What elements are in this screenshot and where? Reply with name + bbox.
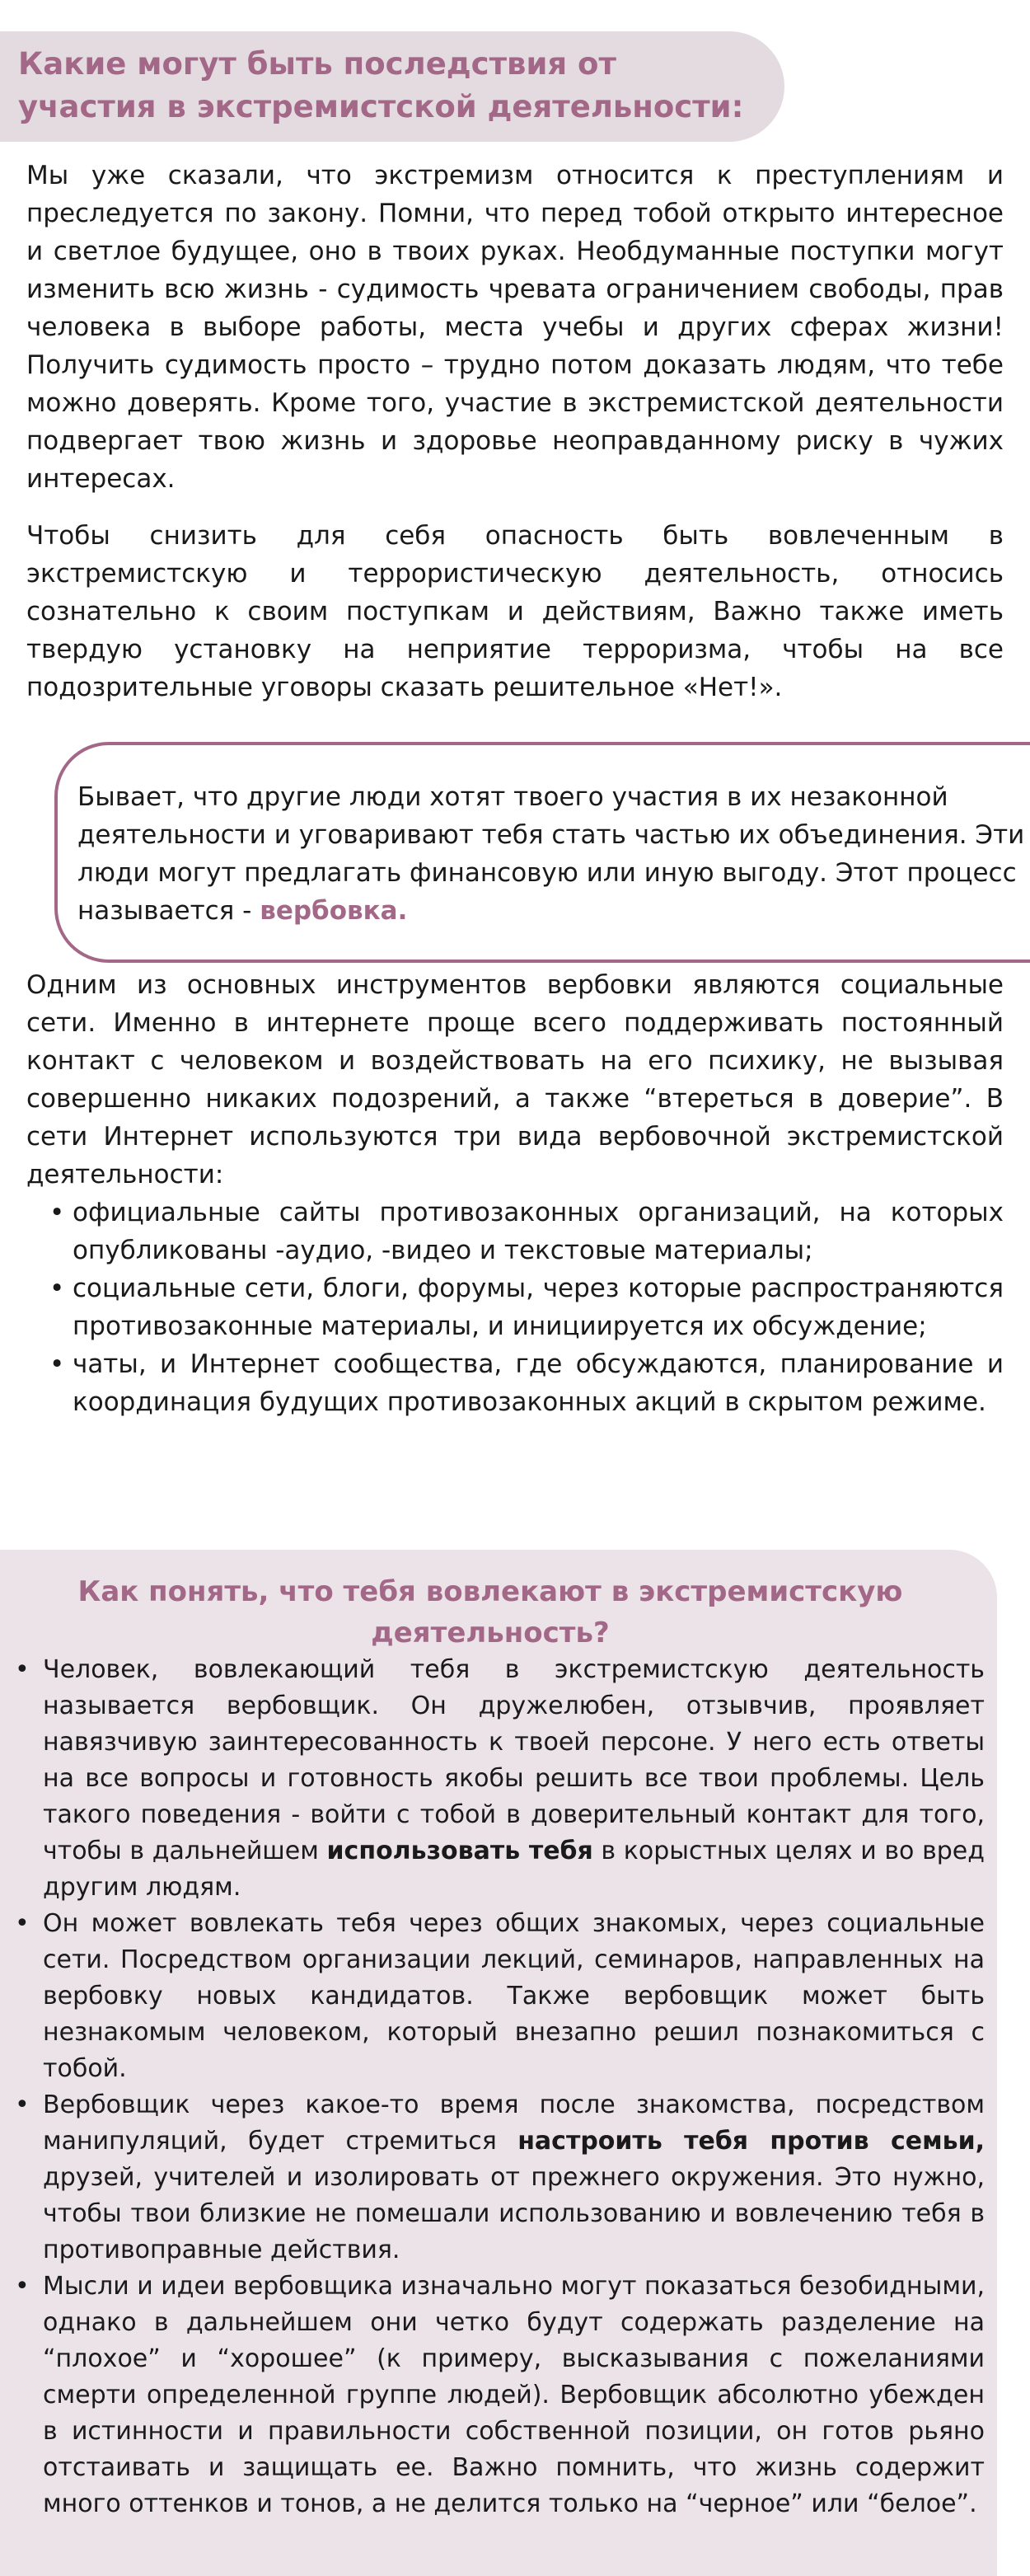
signs-heading-line-1: Как понять, что тебя вовлекают в экстремистскую	[77, 1575, 903, 1608]
recruitment-types-list	[26, 1194, 1004, 1421]
item-emphasis: настроить тебя против семьи,	[517, 2127, 985, 2156]
list-item: • чаты, и Интернет сообщества, где обсуждаются, планирование и координация будущих противозаконных акций в скрытом режиме.	[26, 1345, 1004, 1421]
signs-heading-line-2: деятельность?	[371, 1616, 610, 1649]
title-banner	[0, 31, 784, 142]
recruitment-signs-box	[0, 1550, 997, 2576]
list-item	[0, 1652, 985, 1906]
item-text-end: друзей, учителей и изолировать от прежнего окружения. Это нужно, чтобы твои близкие не помешали использованию и вовлечению тебя в противоправные действия.	[43, 2163, 985, 2264]
recruitment-callout	[54, 742, 1030, 963]
item-text: Мысли и идеи вербовщика изначально могут показаться безобидными, однако в дальнейшем они четко будут содержать разделение на “плохое” и “хорошее” (к примеру, высказывания с пожеланиями смерти определенной группе людей). Вербовщик абсолютно убежден в истинности и правильности собственной позиции, он готов рьяно отстаивать и защищать ее. Важно помнить, что жизнь содержит много оттенков и тонов, а не делится только на “черное” или “белое”.	[43, 2272, 985, 2518]
item-emphasis: использовать тебя	[326, 1837, 593, 1865]
list-item	[0, 2269, 985, 2522]
title-line-2: участия в экстремистской деятельности:	[18, 89, 744, 124]
page-title	[18, 43, 743, 129]
list-item	[0, 2087, 985, 2269]
callout-body: Бывает, что другие люди хотят твоего участия в их незаконной деятельности и уговаривают тебя стать частью их объединения. Эти люди могут предлагать финансовую или иную выгоду. Этот процесс называется -	[77, 782, 1025, 926]
item-text: Человек, вовлекающий тебя в экстремистскую деятельность называется вербовщик. Он дружелюбен, отзывчив, проявляет навязчивую заинтересованность к твоей персоне. У него есть ответы на все вопросы и готовность якобы решить все твои проблемы. Цель такого поведения - войти с тобой в доверительный контакт для того, чтобы в дальнейшем	[43, 1655, 985, 1865]
paragraph-social-networks: Одним из основных инструментов вербовки являются социальные сети. Именно в интернете проще всего поддерживать постоянный контакт с человеком и воздействовать на его психику, не вызывая совершенно никаких подозрений, а также “втереться в доверие”. В сети Интернет используются три вида вербовочной экстремистской деятельности:	[26, 970, 1004, 1189]
callout-term: вербовка.	[260, 896, 408, 926]
paragraph-consequences: Мы уже сказали, что экстремизм относится к преступлениям и преследуется по закону. Помни, что перед тобой открыто интересное и светлое будущее, оно в твоих руках. Необдуманные поступки могут изменить всю жизнь - судимость чревата ограничением свободы, прав человека в выборе работы, места учебы и других сферах жизни! Получить судимость просто – трудно потом доказать людям, что тебе можно доверять. Кроме того, участие в экстремистской деятельности подвергает твою жизнь и здоровье неоправданному риску в чужих интересах.	[26, 161, 1004, 494]
paragraph-reduce-danger: Чтобы снизить для себя опасность быть вовлеченным в экстремистскую и террористическую деятельность, относись сознательно к своим поступкам и действиям, Важно также иметь твердую установку на неприятие терроризма, чтобы на все подозрительные уговоры сказать решительное «Нет!».	[26, 521, 1004, 702]
title-line-1: Какие могут быть последствия от	[18, 46, 616, 82]
list-item	[0, 1906, 985, 2087]
list-item: • официальные сайты противозаконных организаций, на которых опубликованы -аудио, -видео и текстовые материалы;	[26, 1194, 1004, 1269]
item-text: Вербовщик через какое-то время после знакомства, посредством манипуляций, будет стремиться	[43, 2090, 985, 2156]
list-item: • социальные сети, блоги, форумы, через которые распространяются противозаконные материалы, и инициируется их обсуждение;	[26, 1269, 1004, 1345]
signs-list	[0, 1652, 985, 2522]
item-text: Он может вовлекать тебя через общих знакомых, через социальные сети. Посредством организации лекций, семинаров, направленных на вербовку новых кандидатов. Также вербовщик может быть незнакомым человеком, который внезапно решил познакомиться с тобой.	[43, 1909, 985, 2083]
signs-heading	[0, 1571, 981, 1654]
callout-text	[77, 778, 1030, 930]
item-text-end: в корыстных целях и во вред другим людям.	[43, 1837, 985, 1902]
